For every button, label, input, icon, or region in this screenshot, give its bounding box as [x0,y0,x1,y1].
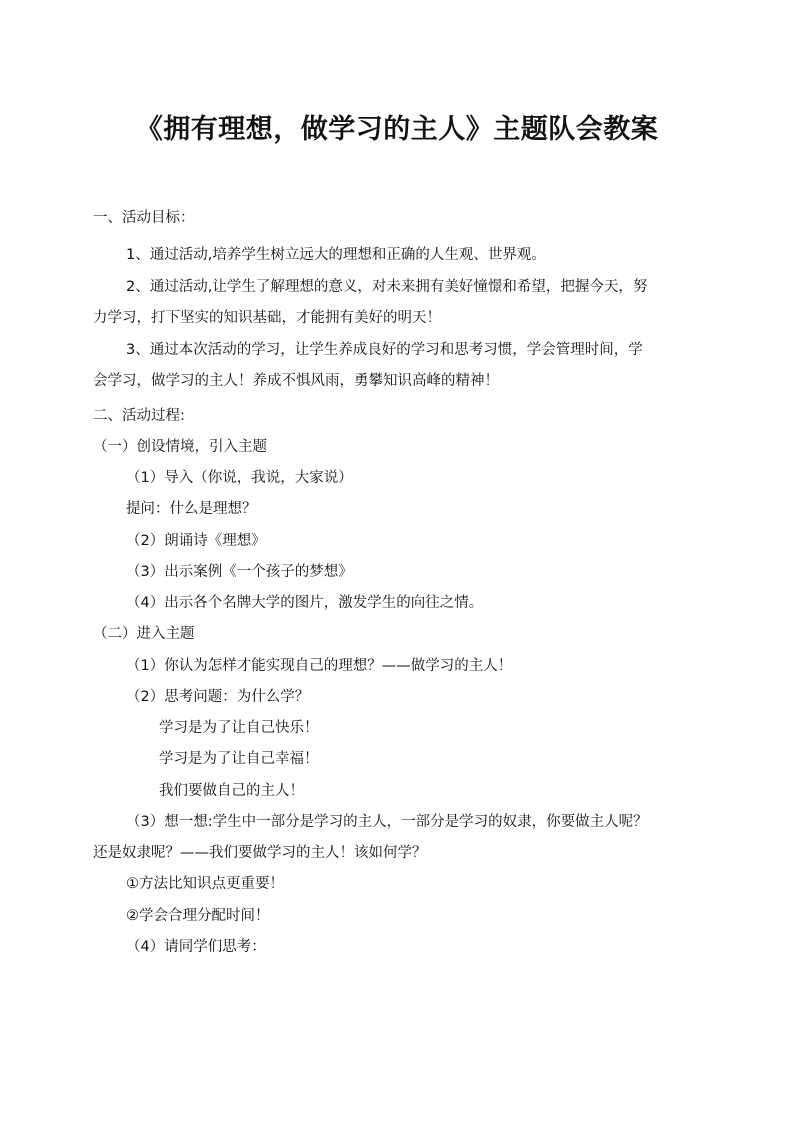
list-item: （1）你认为怎样才能实现自己的理想？——做学习的主人！ [126,658,513,674]
paragraph-line: 3、通过本次活动的学习，让学生养成良好的学习和思考习惯，学会管理时间，学 [126,342,643,358]
list-item: 学习是为了让自己快乐！ [159,720,319,736]
list-item: 我们要做自己的主人！ [159,783,304,799]
document-title: 《拥有理想，做学习的主人》主题队会教案 [135,114,659,145]
list-item: （2）思考问题：为什么学？ [126,689,310,705]
list-item: （3）出示案例《一个孩子的梦想》 [126,564,353,580]
list-item: 学习是为了让自己幸福！ [159,751,319,767]
subsection-heading: （二）进入主题 [93,626,195,642]
list-item: ②学会合理分配时间！ [126,908,270,924]
list-item: 提问：什么是理想？ [126,501,257,517]
subsection-heading: （一）创设情境，引入主题 [93,439,267,455]
list-item: （1）导入（你说，我说，大家说） [126,470,353,486]
list-item: （4）出示各个名牌大学的图片，激发学生的向往之情。 [126,595,484,611]
section-heading: 二、活动过程: [93,408,185,424]
paragraph-line: （3）想一想:学生中一部分是学习的主人，一部分是学习的奴隶，你要做主人呢？ [126,814,648,830]
list-item: （4）请同学们思考： [126,939,266,955]
paragraph-line: 2、通过活动,让学生了解理想的意义，对未来拥有美好憧憬和希望，把握今天，努 [126,279,648,295]
paragraph-line: 还是奴隶呢？——我们要做学习的主人！该如何学？ [93,845,427,861]
list-item: （2）朗诵诗《理想》 [126,533,266,549]
paragraph-line: 力学习，打下坚实的知识基础，才能拥有美好的明天！ [93,310,441,326]
paragraph-line: 1、通过活动,培养学生树立远大的理想和正确的人生观、世界观。 [126,247,546,263]
section-heading: 一、活动目标： [93,210,195,226]
list-item: ①方法比知识点更重要！ [126,876,284,892]
paragraph-line: 会学习，做学习的主人！养成不惧风雨，勇攀知识高峰的精神！ [93,373,499,389]
